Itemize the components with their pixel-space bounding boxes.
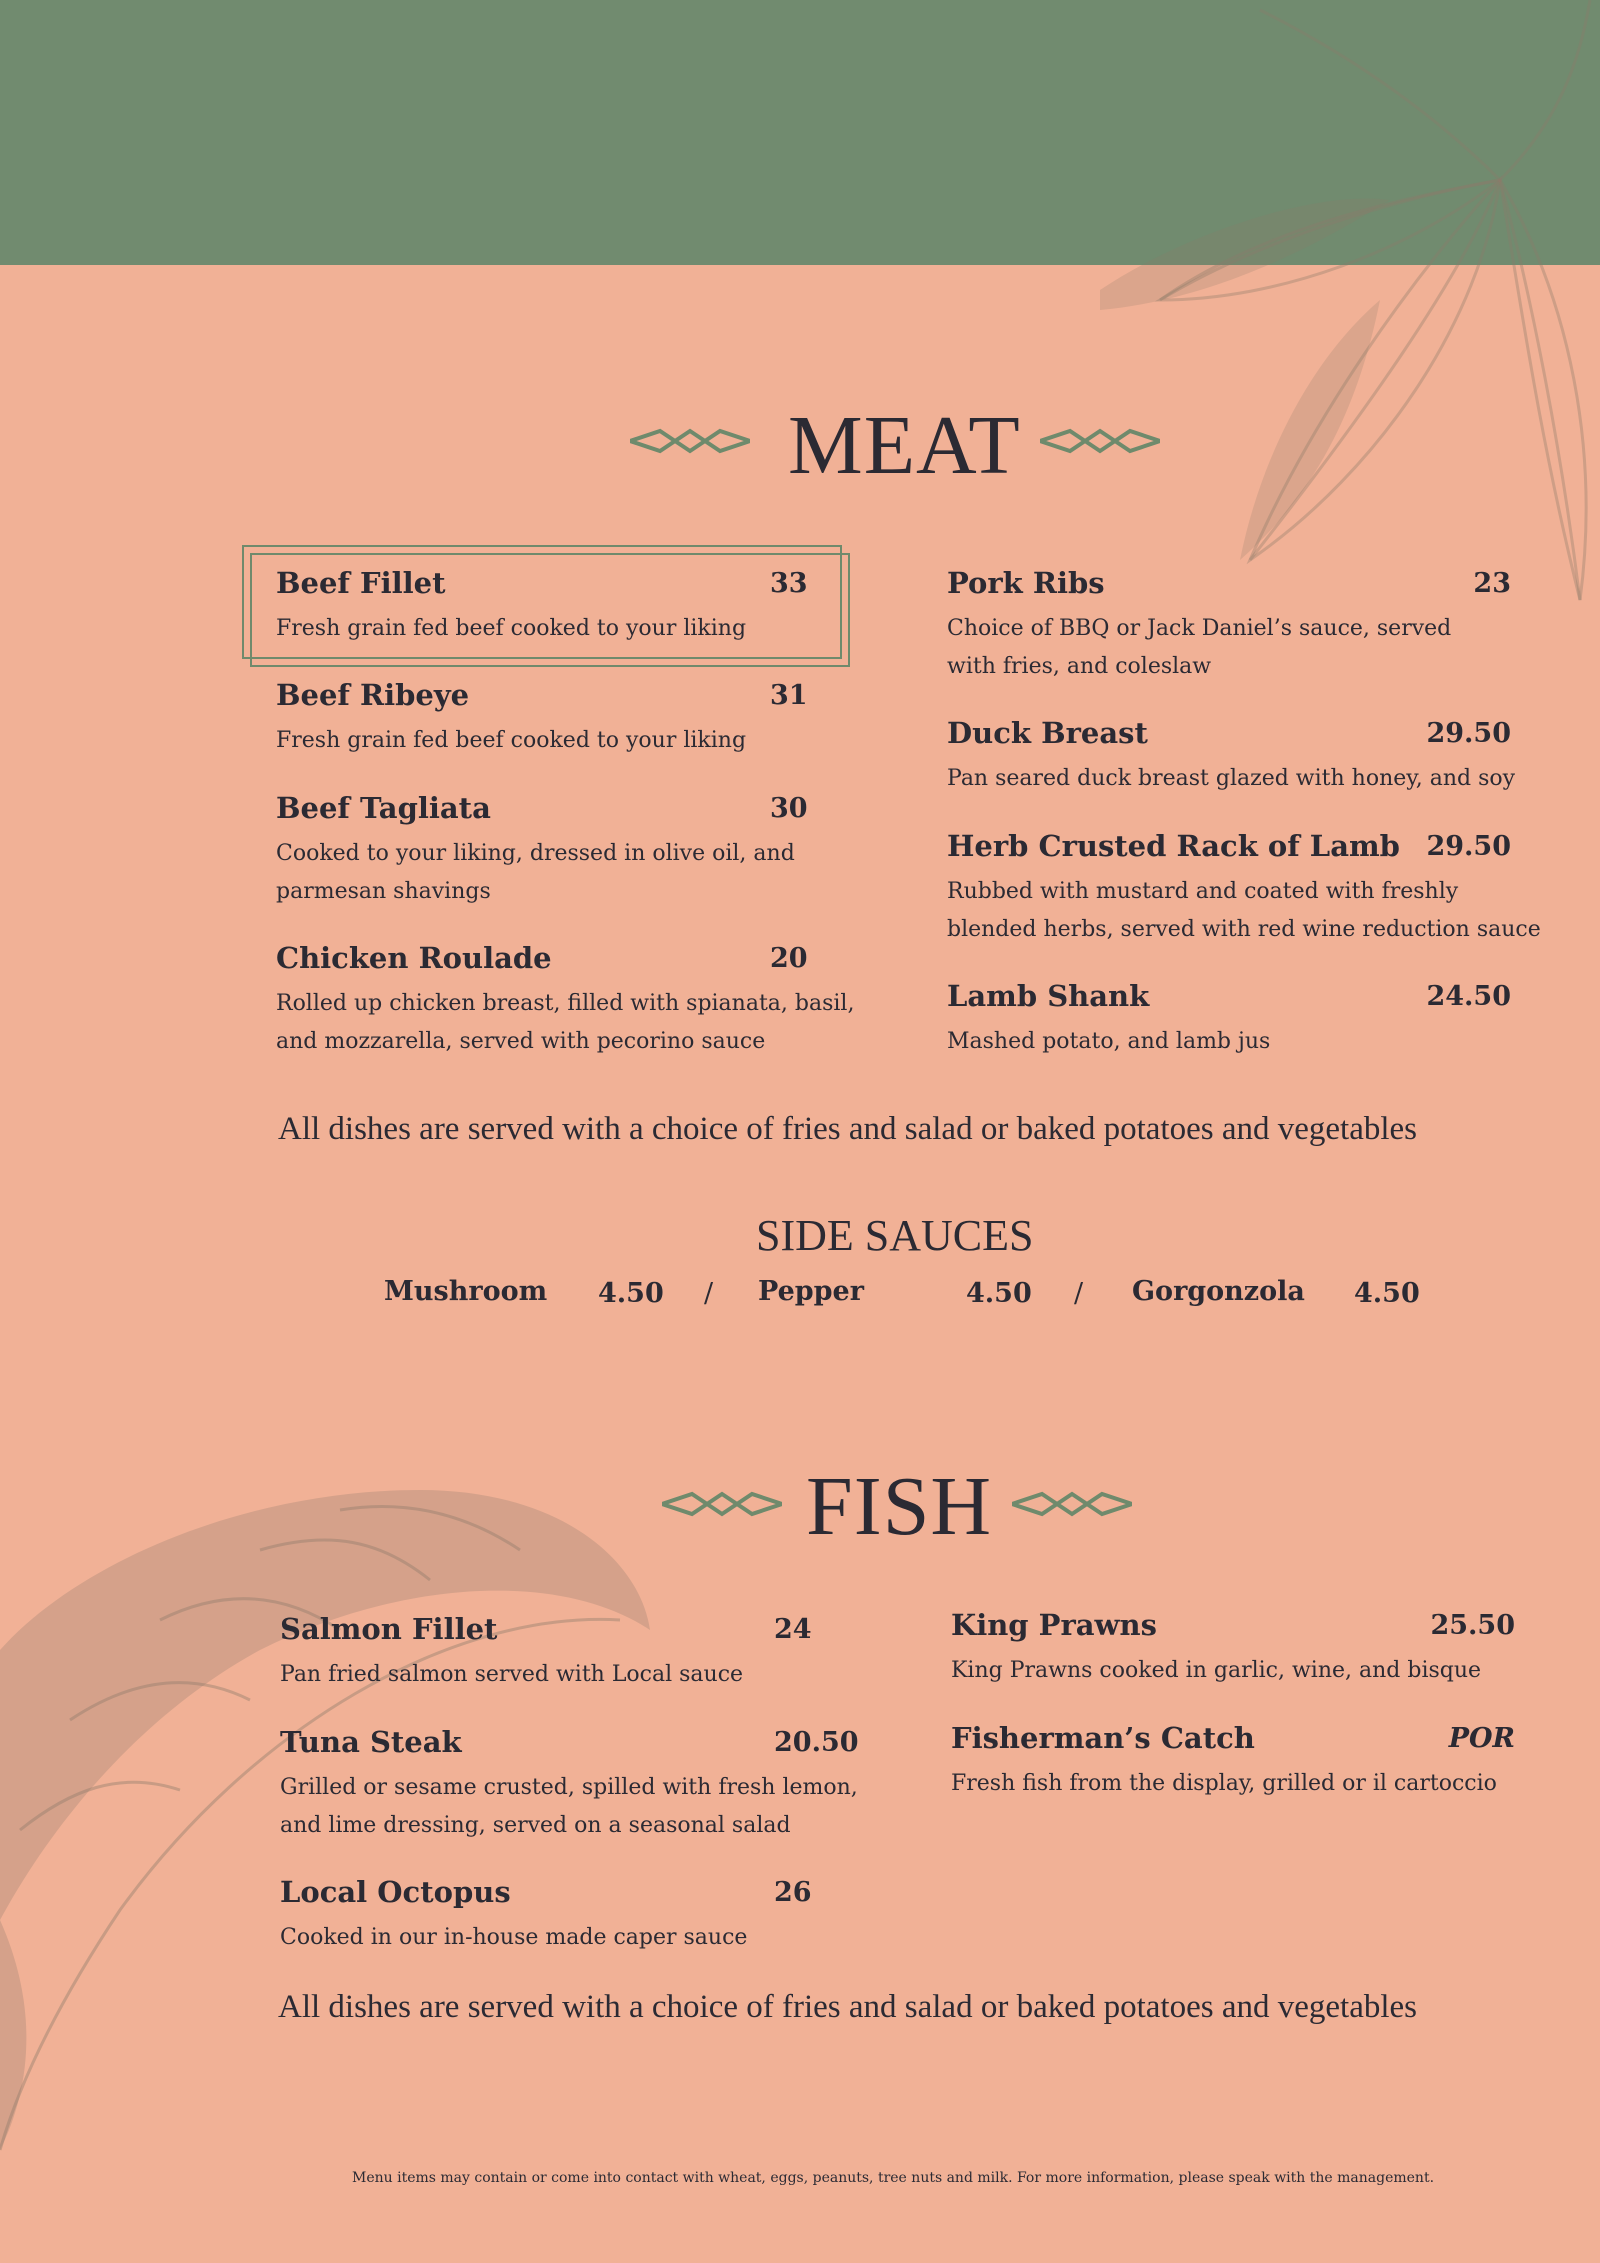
item-price: 26 (774, 1877, 812, 1908)
item-name: Beef Tagliata (276, 791, 491, 825)
ornament-left-fish (662, 1487, 782, 1521)
item-price: 33 (770, 568, 808, 599)
item-name: Beef Ribeye (276, 678, 470, 712)
item-name: Lamb Shank (947, 979, 1150, 1013)
sauce-name: Pepper (758, 1276, 864, 1307)
sauce-name: Gorgonzola (1132, 1276, 1305, 1307)
item-description: Cooked to your liking, dressed in olive oil, and parmesan shavings (276, 841, 795, 904)
item-price: 29.50 (1426, 831, 1511, 862)
item-description: King Prawns cooked in garlic, wine, and bisque (951, 1658, 1482, 1683)
item-name: Salmon Fillet (280, 1612, 498, 1646)
fish-serving-note: All dishes are served with a choice of fries and salad or baked potatoes and vegetables (278, 1989, 1417, 2025)
item-price: 29.50 (1426, 718, 1511, 749)
item-description: Rolled up chicken breast, filled with spianata, basil, and mozzarella, served with pecorino sauce (276, 991, 855, 1054)
item-description: Rubbed with mustard and coated with freshly blended herbs, served with red wine reduction sauce (947, 879, 1541, 942)
item-price: 24.50 (1426, 981, 1511, 1012)
sauce-separator: / (704, 1278, 714, 1309)
sauce-price: 4.50 (1354, 1278, 1420, 1309)
item-price: 20.50 (774, 1727, 859, 1758)
item-name: Beef Fillet (276, 566, 446, 600)
item-description: Fresh grain fed beef cooked to your liking (276, 728, 747, 753)
item-price: 23 (1473, 568, 1511, 599)
item-price: 24 (774, 1614, 812, 1645)
item-description: Grilled or sesame crusted, spilled with fresh lemon, and lime dressing, served on a seasonal salad (280, 1775, 858, 1838)
item-price: 20 (770, 943, 808, 974)
item-price: 30 (770, 793, 808, 824)
meat-serving-note: All dishes are served with a choice of fries and salad or baked potatoes and vegetables (278, 1111, 1417, 1147)
ornament-left-meat (630, 424, 750, 458)
item-name: King Prawns (951, 1608, 1157, 1642)
sauce-separator: / (1074, 1278, 1084, 1309)
allergen-footer: Menu items may contain or come into contact with wheat, eggs, peanuts, tree nuts and milk. For more information, please speak with the management. (352, 2170, 1435, 2186)
sauce-price: 4.50 (966, 1278, 1032, 1309)
item-name: Local Octopus (280, 1875, 511, 1909)
side-sauces-title: SIDE SAUCES (756, 1211, 1034, 1260)
item-name: Herb Crusted Rack of Lamb (947, 829, 1400, 863)
item-name: Pork Ribs (947, 566, 1105, 600)
ornament-right-meat (1040, 424, 1160, 458)
item-name: Chicken Roulade (276, 941, 552, 975)
item-description: Pan fried salmon served with Local sauce (280, 1662, 744, 1687)
ornament-right-fish (1012, 1487, 1132, 1521)
section-title-meat: MEAT (788, 399, 1021, 492)
item-description: Mashed potato, and lamb jus (947, 1029, 1271, 1054)
item-price: 25.50 (1430, 1610, 1515, 1641)
item-name: Tuna Steak (280, 1725, 462, 1759)
leaf-illustration-top-right (1060, 0, 1600, 620)
item-description: Fresh grain fed beef cooked to your liking (276, 616, 747, 641)
item-description: Pan seared duck breast glazed with honey, and soy (947, 766, 1516, 791)
sauce-name: Mushroom (384, 1276, 548, 1307)
section-title-fish: FISH (806, 1460, 993, 1553)
item-price: 31 (770, 680, 808, 711)
item-description: Choice of BBQ or Jack Daniel’s sauce, served with fries, and coleslaw (947, 616, 1452, 679)
item-description: Fresh fish from the display, grilled or il cartoccio (951, 1771, 1497, 1796)
item-price: POR (1448, 1723, 1515, 1754)
sauce-price: 4.50 (598, 1278, 664, 1309)
item-description: Cooked in our in-house made caper sauce (280, 1925, 748, 1950)
item-name: Fisherman’s Catch (951, 1721, 1255, 1755)
item-name: Duck Breast (947, 716, 1148, 750)
